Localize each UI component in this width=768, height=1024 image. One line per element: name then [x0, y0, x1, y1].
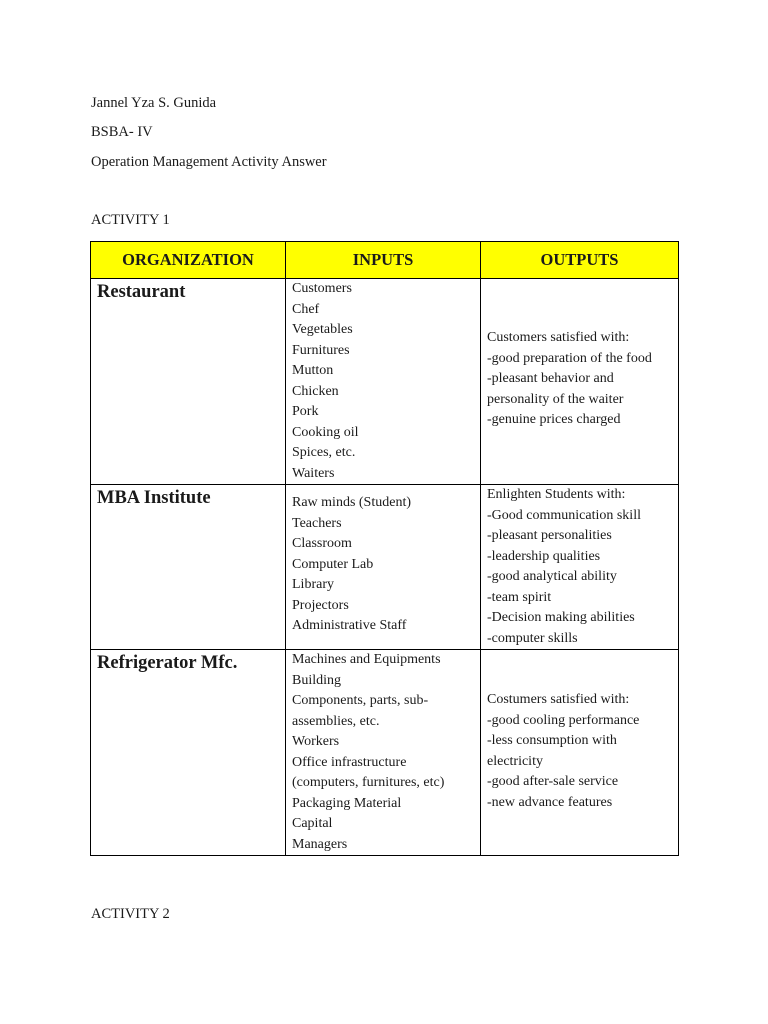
list-item: Mutton — [292, 363, 334, 378]
author-name: Jannel Yza S. Gunida — [91, 95, 217, 111]
list-item: -Good communication skill — [487, 507, 641, 523]
list-item: -pleasant behavior and — [487, 371, 614, 386]
inputs-list — [286, 650, 480, 855]
list-item: Costumers satisfied with: — [487, 692, 630, 707]
organization-name: MBA Institute — [97, 488, 211, 508]
organization-name: Refrigerator Mfc. — [97, 653, 238, 673]
course-line: BSBA- IV — [91, 124, 153, 140]
list-item: Classroom — [292, 536, 352, 551]
list-item: -pleasant personalities — [487, 528, 612, 543]
list-item: -leadership qualities — [487, 548, 601, 564]
list-item: Capital — [292, 816, 333, 831]
list-item: -genuine prices charged — [487, 412, 621, 427]
header-inputs: INPUTS — [286, 242, 481, 279]
list-item: Components, parts, sub- — [292, 693, 429, 708]
list-item: Teachers — [292, 515, 342, 531]
outputs-list — [481, 279, 678, 431]
inputs-list — [286, 485, 480, 637]
list-item: -Decision making abilities — [487, 610, 635, 625]
list-item: -team spirit — [487, 589, 552, 605]
list-item: Raw minds (Student) — [292, 495, 411, 510]
outputs-list — [481, 485, 678, 649]
list-item: Cooking oil — [292, 424, 359, 440]
organization-cell — [91, 650, 286, 856]
table-header-row — [91, 242, 679, 279]
outputs-cell — [481, 485, 679, 650]
list-item: Chef — [292, 301, 320, 317]
list-item: Customers satisfied with: — [487, 330, 630, 345]
table-row — [91, 650, 679, 856]
list-item: -good cooling performance — [487, 712, 640, 728]
outputs-list — [481, 650, 678, 813]
subject-line: Operation Management Activity Answer — [91, 154, 327, 170]
list-item: Library — [292, 577, 334, 592]
organization-name: Restaurant — [97, 282, 186, 302]
list-item: Managers — [292, 836, 348, 852]
list-item: Administrative Staff — [292, 618, 407, 633]
list-item: Furnitures — [292, 342, 350, 358]
list-item: Workers — [292, 734, 340, 749]
header-organization: ORGANIZATION — [91, 242, 286, 279]
list-item: -good analytical ability — [487, 569, 617, 584]
header-outputs: OUTPUTS — [481, 242, 679, 279]
list-item: Enlighten Students with: — [487, 487, 626, 502]
list-item: Office infrastructure — [292, 754, 407, 770]
inputs-cell — [286, 279, 481, 485]
table-row — [91, 279, 679, 485]
activity-2-heading: ACTIVITY 2 — [91, 906, 170, 922]
list-item: Packaging Material — [292, 795, 402, 811]
list-item: -good preparation of the food — [487, 350, 652, 366]
list-item: Spices, etc. — [292, 445, 356, 460]
list-item: Customers — [292, 281, 352, 296]
inputs-cell — [286, 485, 481, 650]
table-row — [91, 485, 679, 650]
inputs-list — [286, 279, 480, 484]
list-item: personality of the waiter — [487, 391, 624, 407]
inputs-cell — [286, 650, 481, 856]
list-item: Computer Lab — [292, 556, 374, 572]
list-item: Projectors — [292, 597, 349, 613]
list-item: electricity — [487, 753, 543, 769]
activity-1-heading: ACTIVITY 1 — [91, 212, 170, 228]
organization-cell — [91, 279, 286, 485]
list-item: Chicken — [292, 383, 339, 399]
activity-table — [90, 241, 679, 856]
list-item: Machines and Equipments — [292, 652, 441, 667]
outputs-cell — [481, 650, 679, 856]
list-item: (computers, furnitures, etc) — [292, 775, 445, 790]
list-item: -less consumption with — [487, 733, 617, 748]
list-item: Pork — [292, 404, 319, 419]
list-item: -computer skills — [487, 630, 578, 646]
list-item: Waiters — [292, 465, 335, 481]
list-item: -good after-sale service — [487, 774, 619, 789]
list-item: -new advance features — [487, 794, 613, 810]
list-item: Vegetables — [292, 322, 353, 337]
list-item: Building — [292, 672, 342, 688]
list-item: assemblies, etc. — [292, 713, 380, 729]
outputs-cell — [481, 279, 679, 485]
organization-cell — [91, 485, 286, 650]
